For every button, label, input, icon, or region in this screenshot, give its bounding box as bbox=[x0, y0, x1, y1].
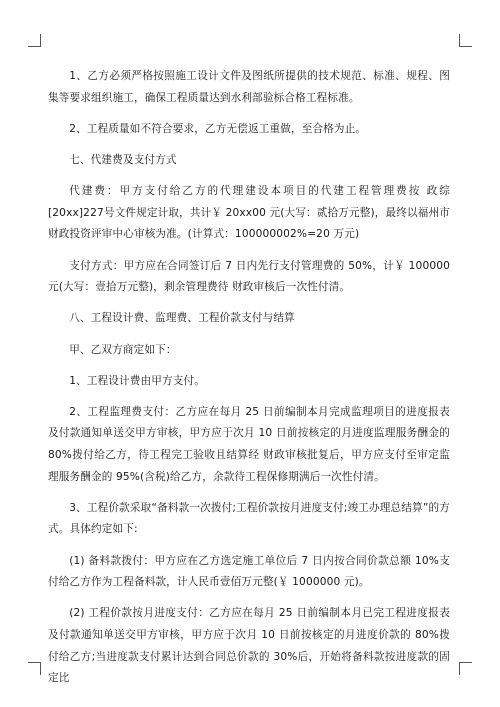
clause-rework: 2、工程质量如不符合要求，乙方无偿返工重做，至合格为止。 bbox=[69, 122, 367, 135]
document-body bbox=[48, 66, 450, 688]
clause-monthly-progress-payment: (2) 工程价款按月进度支付：乙方应在每月 25 日前编制本月已完工程进度报表及付款通知单送交甲方审核，甲方应于次月 10 日前按核定的月进度价款的 80%拨付给乙方;当进度款支付累计达到合同总价款的 30%后，开始将备料款按进度款的固定比 bbox=[48, 607, 450, 685]
section-heading-8: 八、工程设计费、监理费、工程价款支付与结算 bbox=[69, 312, 295, 325]
clause-supervision-fee: 2、工程监理费支付：乙方应在每月 25 日前编制本月完成监理项目的进度报表及付款通知单送交甲方审核，甲方应于次月 10 日前按核定的月进度监理服务酬金的80%拨付给乙方，待工程完工验收且结算经 财政审核批复后，甲方应支付至审定监理服务酬金的 95%(含税)给乙方，余款待工程保修期满后一次性付清。 bbox=[48, 405, 450, 483]
section-heading-7: 七、代建费及支付方式 bbox=[69, 153, 177, 166]
clause-project-payment: 3、工程价款采取“备料款一次拨付;工程价款按月进度支付;竣工办理总结算”的方式。具体约定如下: bbox=[48, 501, 450, 536]
clause-design-fee: 1、工程设计费由甲方支付。 bbox=[69, 374, 206, 387]
clause-material-advance: (1) 备料款拨付：甲方应在乙方选定施工单位后 7 日内按合同价款总额 10%支付给乙方作为工程备料款，计人民币壹佰万元整(￥ 1000000 元)。 bbox=[48, 554, 450, 589]
clause-quality-standard: 1、乙方必须严格按照施工设计文件及图纸所提供的技术规范、标准、规程、图集等要求组织施工，确保工程质量达到水利部验标合格工程标准。 bbox=[48, 70, 450, 104]
crop-mark-top-right bbox=[459, 34, 472, 47]
clause-payment-method: 支付方式：甲方应在合同签订后 7 日内先行支付管理费的 50%，计￥ 100000元(大写：壹拾万元整)，剩余管理费待 财政审核后一次性付清。 bbox=[48, 259, 450, 294]
clause-agreement-intro: 甲、乙双方商定如下： bbox=[69, 343, 177, 356]
crop-mark-bottom-left bbox=[28, 662, 41, 675]
crop-mark-top-left bbox=[28, 34, 41, 47]
clause-agency-fee: 代建费：甲方支付给乙方的代理建设本项目的代建工程管理费按 政综[20xx]227号文件规定计取，共计￥ 20xx00 元(大写：贰拾万元整)，最终以福州市财政投资评审中心审核为准。(计算式：100000002%=20 万元) bbox=[48, 185, 450, 241]
crop-mark-bottom-right bbox=[459, 662, 472, 675]
